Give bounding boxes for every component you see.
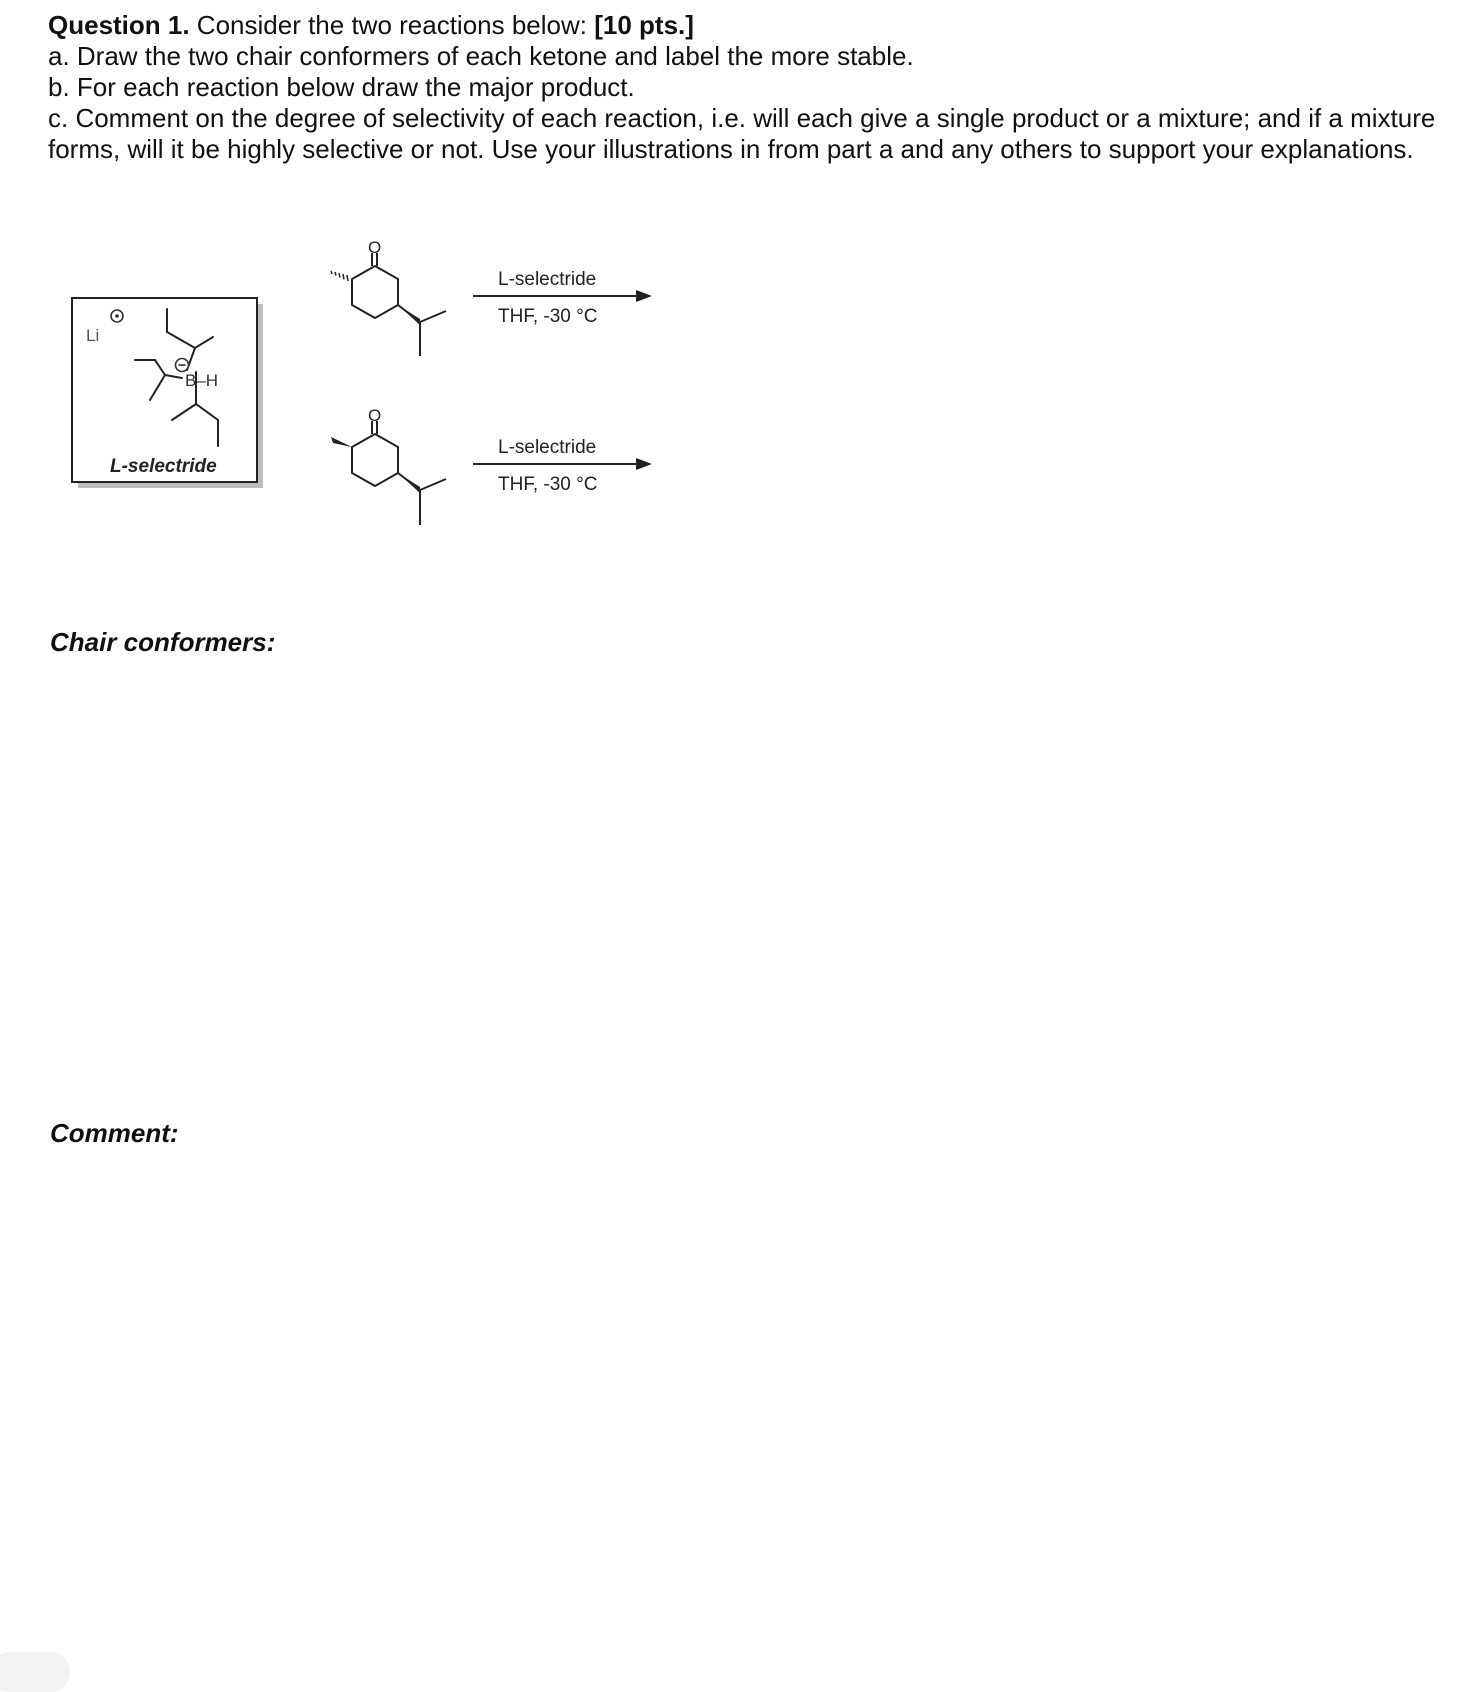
positive-charge-dot <box>115 314 119 318</box>
reaction-2-arrow <box>473 437 652 495</box>
chair-conformers-label: Chair conformers: <box>50 627 276 657</box>
question-intro: Consider the two reactions below: <box>189 10 595 40</box>
reagent-boron-hydride: B–H <box>185 371 219 390</box>
arrow-head-icon <box>636 290 652 302</box>
reaction-1-reagent: L-selectride <box>498 269 597 290</box>
ketone-2-oxygen: O <box>368 406 382 425</box>
question-number: Question 1. <box>48 10 190 40</box>
reagent-cation: Li <box>86 326 100 345</box>
question-part-b: b. For each reaction below draw the major product. <box>48 72 635 102</box>
reaction-2-reagent: L-selectride <box>498 437 597 458</box>
hashed-wedge-icon <box>331 271 348 281</box>
reagent-box <box>72 298 263 488</box>
question-part-c-line1: c. Comment on the degree of selectivity of each reaction, i.e. will each give a single product or a mixture; and if a mixture <box>48 103 1436 133</box>
corner-tab <box>0 1652 70 1692</box>
reaction-1-conditions: THF, -30 °C <box>498 306 598 327</box>
comment-label: Comment: <box>50 1118 179 1148</box>
ketone-1-structure <box>331 238 446 356</box>
bold-wedge-icon <box>331 437 352 447</box>
reagent-box-name: L-selectride <box>110 456 217 477</box>
ketone-2-structure <box>331 406 446 525</box>
arrow-head-icon <box>636 458 652 470</box>
question-points: [10 pts.] <box>594 10 694 40</box>
ketone-1-oxygen: O <box>368 238 382 257</box>
reaction-2-conditions: THF, -30 °C <box>498 474 598 495</box>
reaction-1-arrow <box>473 269 652 327</box>
reagent-box-frame <box>72 298 257 482</box>
question-part-a: a. Draw the two chair conformers of each ketone and label the more stable. <box>48 41 914 71</box>
reaction-scheme-figure <box>0 0 1482 560</box>
question-part-c-line2: forms, will it be highly selective or not. Use your illustrations in from part a and any others to support your explanations. <box>48 134 1414 164</box>
